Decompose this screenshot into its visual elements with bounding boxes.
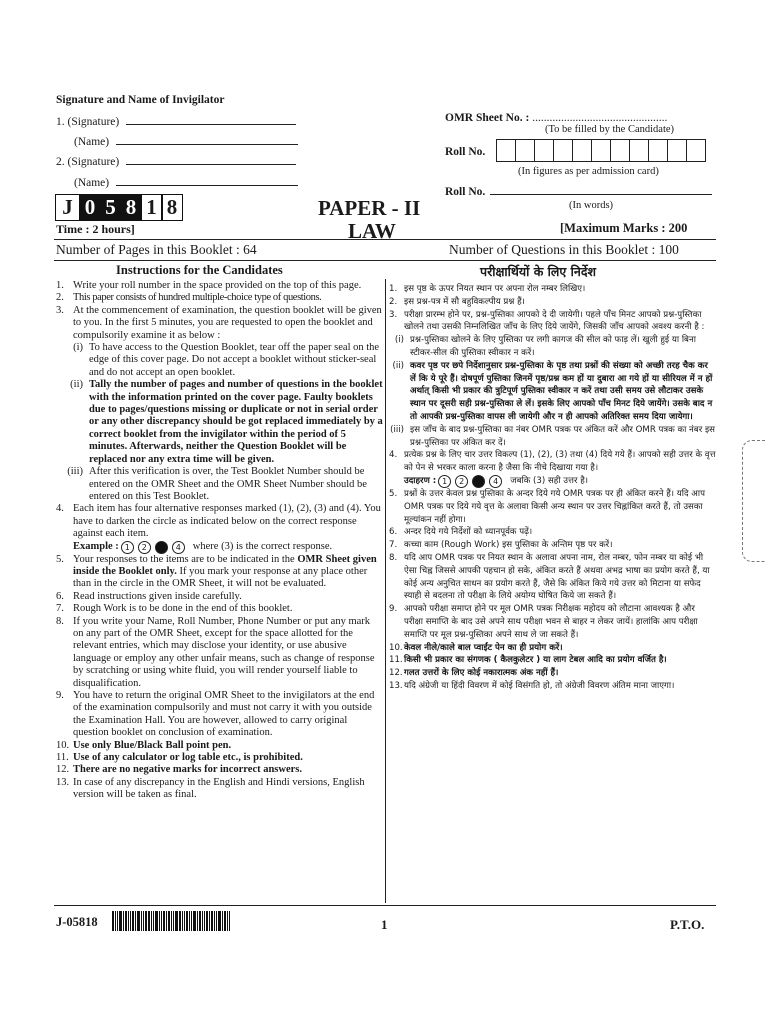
code-char-j: J bbox=[55, 194, 81, 221]
example-label-hi: उदाहरण : bbox=[404, 475, 437, 486]
instruction-hi-10: 10. केवल नीले/काले बाल प्वाईंट पेन का ही प्रयोग करें। bbox=[389, 642, 563, 653]
option-3-filled-circle: 3 bbox=[155, 541, 168, 554]
divider-top bbox=[54, 239, 716, 240]
instructions-hi bbox=[389, 283, 716, 693]
invigilator-title: Signature and Name of Invigilator bbox=[56, 94, 225, 106]
page-number: 1 bbox=[381, 917, 388, 932]
footer-code: J-05818 bbox=[56, 915, 98, 929]
invigilator-name-2 bbox=[74, 177, 298, 189]
instruction-hi-3: 3. परीक्षा प्रारम्भ होने पर, प्रश्न-पुस्तिका आपको दे दी जायेगी। पहले पाँच मिनट आपको प्रश्न-पुस्तिका खोलने तथा उसकी निम्नलिखित जाँच के लिए दिये जायेंगे, जिसकी जाँच आपको अवश्य करनी है : bbox=[389, 309, 705, 333]
instruction-en-3: 3. At the commencement of examination, the question booklet will be given to you. In the first 5 minutes, you are requested to open the booklet and compulsorily examine it as below : bbox=[56, 304, 382, 341]
instructions-heading-hi: परीक्षार्थियों के लिए निर्देश bbox=[480, 264, 596, 279]
omr-field[interactable]: ............................................... bbox=[532, 112, 668, 124]
code-digit-4: 1 bbox=[141, 194, 163, 221]
instruction-en-3ii: (ii) Tally the number of pages and number of questions in the booklet with the information printed on the cover page. Faulty booklets due to pages/questions missing or duplicate or not in serial order or any other discrepancy should be got replaced immediately by a correct booklet from the invigilator within the period of 5 minutes. Afterwards, neither the Question Booklet will be replaced nor any extra time will be given. bbox=[70, 379, 383, 465]
roll-words-row bbox=[445, 186, 712, 198]
questions-count: Number of Questions in this Booklet : 100 bbox=[449, 242, 679, 257]
instruction-en-3i: (i) To have access to the Question Booklet, tear off the paper seal on the edge of this cover page. Do not accept a booklet without sticker-seal and do not accept an open booklet. bbox=[73, 342, 380, 378]
roll-words-field[interactable] bbox=[490, 194, 712, 195]
instruction-hi-3i: (i) प्रश्न-पुस्तिका खोलने के लिए पुस्तिका पर लगी कागज की सील को फाड़ लें। खुली हुई या बिना स्टीकर-सील की पुस्तिका स्वीकार न करें। bbox=[394, 335, 696, 358]
option-1-circle: 1 bbox=[121, 541, 134, 554]
example-hi bbox=[389, 475, 716, 488]
instruction-hi-12: 12. गलत उत्तरों के लिए कोई नकारात्मक अंक नहीं हैं। bbox=[389, 668, 559, 679]
instruction-hi-11: 11. किसी भी प्रकार का संगणक ( कैलकुलेटर ) या लाग टेबल आदि का प्रयोग वर्जित है। bbox=[389, 655, 667, 666]
instruction-en-3iii: (iii) After this verification is over, the Test Booklet Number should be entered on the OMR Sheet and the OMR Sheet Number should be entered on this Test Booklet. bbox=[67, 466, 367, 502]
option-4-circle-hi: 4 bbox=[489, 475, 502, 488]
instruction-en-9: 9. You have to return the original OMR Sheet to the invigilators at the end of the examination compulsorily and must not carry it with you outside the Examination Hall. You are however, allowed to carry original question booklet on conclusion of examination. bbox=[56, 690, 375, 739]
instruction-en-6: 6. Read instructions given inside carefully. bbox=[56, 590, 242, 602]
instruction-en-8: 8. If you write your Name, Roll Number, Phone Number or put any mark on any part of the OMR Sheet, except for the space allotted for the relevant entries, which may disclose your identity, or use abusive language or employ any other unfair means, such as change of response by scratching or using white fluid, you will render yourself liable to disqualification. bbox=[56, 615, 375, 689]
instruction-en-4: 4. Each item has four alternative responses marked (1), (2), (3) and (4). You have to darken the circle as indicated below on the correct response against each item. bbox=[56, 503, 381, 540]
example-tail-en: where (3) is the correct response. bbox=[192, 540, 333, 552]
instruction-hi-1: 1. इस पृष्ठ के ऊपर नियत स्थान पर अपना रोल नम्बर लिखिए। bbox=[389, 284, 586, 294]
name-1-field[interactable] bbox=[116, 144, 298, 145]
instruction-hi-3ii: (ii) कवर पृष्ठ पर छपे निर्देशानुसार प्रश्न-पुस्तिका के पृष्ठ तथा प्रश्नों की संख्या को अच्छी तरह चैक कर लें कि ये पूरे हैं। दोषपूर्ण पुस्तिका जिनमें पृष्ठ/प्रश्न कम हों या दुबारा आ गये हों या सीरियल में न हों अर्थात् किसी भी प्रकार की त्रुटिपूर्ण पुस्तिका स्वीकार न करें तथा उसी समय उसे लौटाकर उसके स्थान पर दूसरी सही प्रश्न-पुस्तिका ले लें। इसके लिए आपको पाँच मिनट दिये जायेंगे। उसके बाद न तो आपकी प्रश्न-पुस्तिका वापस ली जायेगी और न ही आपको अतिरिक्त समय दिया जायेगा। bbox=[392, 360, 713, 422]
instruction-hi-13: 13. यदि अंग्रेजी या हिंदी विवरण में कोई विसंगति हो, तो अंग्रेजी विवरण अंतिम माना जाएगा। bbox=[389, 680, 675, 691]
invigilator-signature-2 bbox=[56, 156, 296, 168]
omr-sheet-no bbox=[445, 112, 667, 124]
option-1-circle-hi: 1 bbox=[438, 475, 451, 488]
instruction-en-2: 2. This paper consists of hundred multiple-choice type of questions. bbox=[56, 292, 322, 304]
roll-figures-note: (In figures as per admission card) bbox=[518, 166, 659, 177]
invigilator-signature-1 bbox=[56, 116, 296, 128]
paper-title: PAPER - II bbox=[318, 196, 421, 220]
instruction-hi-9: 9. आपको परीक्षा समाप्त होने पर मूल OMR पत्रक निरीक्षक महोदय को लौटाना आवश्यक है और परीक्षा समाप्ति के बाद उसे अपने साथ परीक्षा भवन से बाहर न लेकर जायें। हालांकि आप परीक्षा समाप्ति पर मूल प्रश्न-पुस्तिका अपने साथ ले जा सकते हैं। bbox=[389, 604, 698, 640]
option-4-circle: 4 bbox=[172, 541, 185, 554]
roll-no-label: Roll No. bbox=[445, 146, 486, 158]
code-digit-5: 8 bbox=[161, 194, 183, 221]
instruction-hi-4: 4. प्रत्येक प्रश्न के लिए चार उत्तर विकल्प (1), (2), (3) तथा (4) दिये गये हैं। आपको सही उत्तर के वृत्त को पेन से भरकर काला करना है जैसा कि नीचे दिखाया गया है। bbox=[389, 450, 716, 474]
roll-words-label: Roll No. bbox=[445, 186, 486, 198]
example-tail-hi: जबकि (3) सही उत्तर है। bbox=[510, 475, 589, 486]
signature-2-field[interactable] bbox=[126, 164, 296, 165]
example-en bbox=[56, 541, 383, 554]
instruction-en-7: 7. Rough Work is to be done in the end of this booklet. bbox=[56, 603, 293, 615]
option-2-circle: 2 bbox=[138, 541, 151, 554]
code-digit-1: 0 bbox=[79, 194, 101, 221]
subject-title: LAW bbox=[348, 219, 396, 243]
instruction-hi-8: 8. यदि आप OMR पत्रक पर नियत स्थान के अलावा अपना नाम, रोल नम्बर, फोन नम्बर या कोई भी ऐसा चिह्न जिससे आपकी पहचान हो सके, अंकित करते हैं अथवा अभद्र भाषा का प्रयोग करते हैं, या कोई अन्य अनुचित साधन का प्रयोग करते हैं, जैसे कि अंकित किये गये उत्तर को मिटाना या सफेद स्याही से बदलना तो परीक्षा के लिये अयोग्य घोषित किये जा सकते हैं। bbox=[389, 552, 710, 602]
omr-note: (To be filled by the Candidate) bbox=[545, 124, 675, 135]
instruction-en-1: 1. Write your roll number in the space provided on the top of this page. bbox=[56, 280, 362, 291]
barcode bbox=[112, 911, 272, 931]
option-3-filled-circle-hi: 3 bbox=[472, 475, 485, 488]
omr-label: OMR Sheet No. : bbox=[445, 112, 530, 124]
booklet-code bbox=[56, 194, 183, 221]
instruction-en-5: 5. Your responses to the items are to be indicated in the OMR Sheet given inside the Booklet only. If you mark your response at any place other than in the circle in the OMR Sheet, it will not be evaluated. bbox=[56, 553, 377, 590]
instruction-hi-6: 6. अन्दर दिये गये निर्देशों को ध्यानपूर्वक पढ़ें। bbox=[389, 527, 533, 538]
name-2-field[interactable] bbox=[116, 185, 298, 186]
code-digit-2: 5 bbox=[100, 194, 122, 221]
signature-1-field[interactable] bbox=[126, 124, 296, 125]
instruction-en-11: 11. Use of any calculator or log table etc., is prohibited. bbox=[56, 752, 303, 764]
instruction-hi-7: 7. कच्चा काम (Rough Work) इस पुस्तिका के अन्तिम पृष्ठ पर करें। bbox=[389, 540, 613, 551]
example-label-en: Example : bbox=[73, 540, 119, 552]
option-2-circle-hi: 2 bbox=[455, 475, 468, 488]
signature-2-label: 2. (Signature) bbox=[56, 156, 120, 168]
name-1-label: (Name) bbox=[74, 136, 110, 148]
divider-footer bbox=[54, 905, 716, 906]
instruction-hi-5: 5. प्रश्नों के उत्तर केवल प्रश्न पुस्तिका के अन्दर दिये गये OMR पत्रक पर ही अंकित करने हैं। यदि आप OMR पत्रक पर दिये गये वृत्त के अलावा किसी अन्य स्थान पर उत्तर चिह्नांकित करते हैं, तो उसका मूल्यांकन नहीं होगा। bbox=[389, 488, 705, 525]
roll-words-note: (In words) bbox=[569, 200, 614, 211]
column-divider bbox=[385, 279, 386, 903]
name-2-label: (Name) bbox=[74, 177, 110, 189]
instruction-en-10: 10. Use only Blue/Black Ball point pen. bbox=[56, 739, 232, 751]
instruction-en-13: 13. In case of any discrepancy in the English and Hindi versions, English version will be taken as final. bbox=[56, 776, 365, 801]
instructions-en bbox=[56, 280, 383, 802]
instruction-en-12: 12. There are no negative marks for incorrect answers. bbox=[56, 764, 303, 776]
code-digit-3: 8 bbox=[120, 194, 142, 221]
instruction-hi-3iii: (iii) इस जाँच के बाद प्रश्न-पुस्तिका का नंबर OMR पत्रक पर अंकित करें और OMR पत्रक का नंबर इस प्रश्न-पुस्तिका पर अंकित कर दें। bbox=[390, 424, 715, 448]
paper-seal-marker bbox=[742, 440, 765, 562]
roll-no-boxes[interactable] bbox=[497, 139, 706, 162]
instruction-hi-2: 2. इस प्रश्न-पत्र में सौ बहुविकल्पीय प्रश्न हैं। bbox=[389, 296, 525, 307]
signature-1-label: 1. (Signature) bbox=[56, 116, 120, 128]
pages-count: Number of Pages in this Booklet : 64 bbox=[56, 242, 257, 257]
maximum-marks: [Maximum Marks : 200 bbox=[560, 221, 688, 235]
please-turn-over: P.T.O. bbox=[670, 917, 705, 932]
invigilator-name-1 bbox=[74, 136, 298, 148]
instructions-heading-en: Instructions for the Candidates bbox=[116, 263, 283, 277]
time-allowed: Time : 2 hours] bbox=[56, 222, 135, 236]
divider-2 bbox=[54, 260, 716, 261]
